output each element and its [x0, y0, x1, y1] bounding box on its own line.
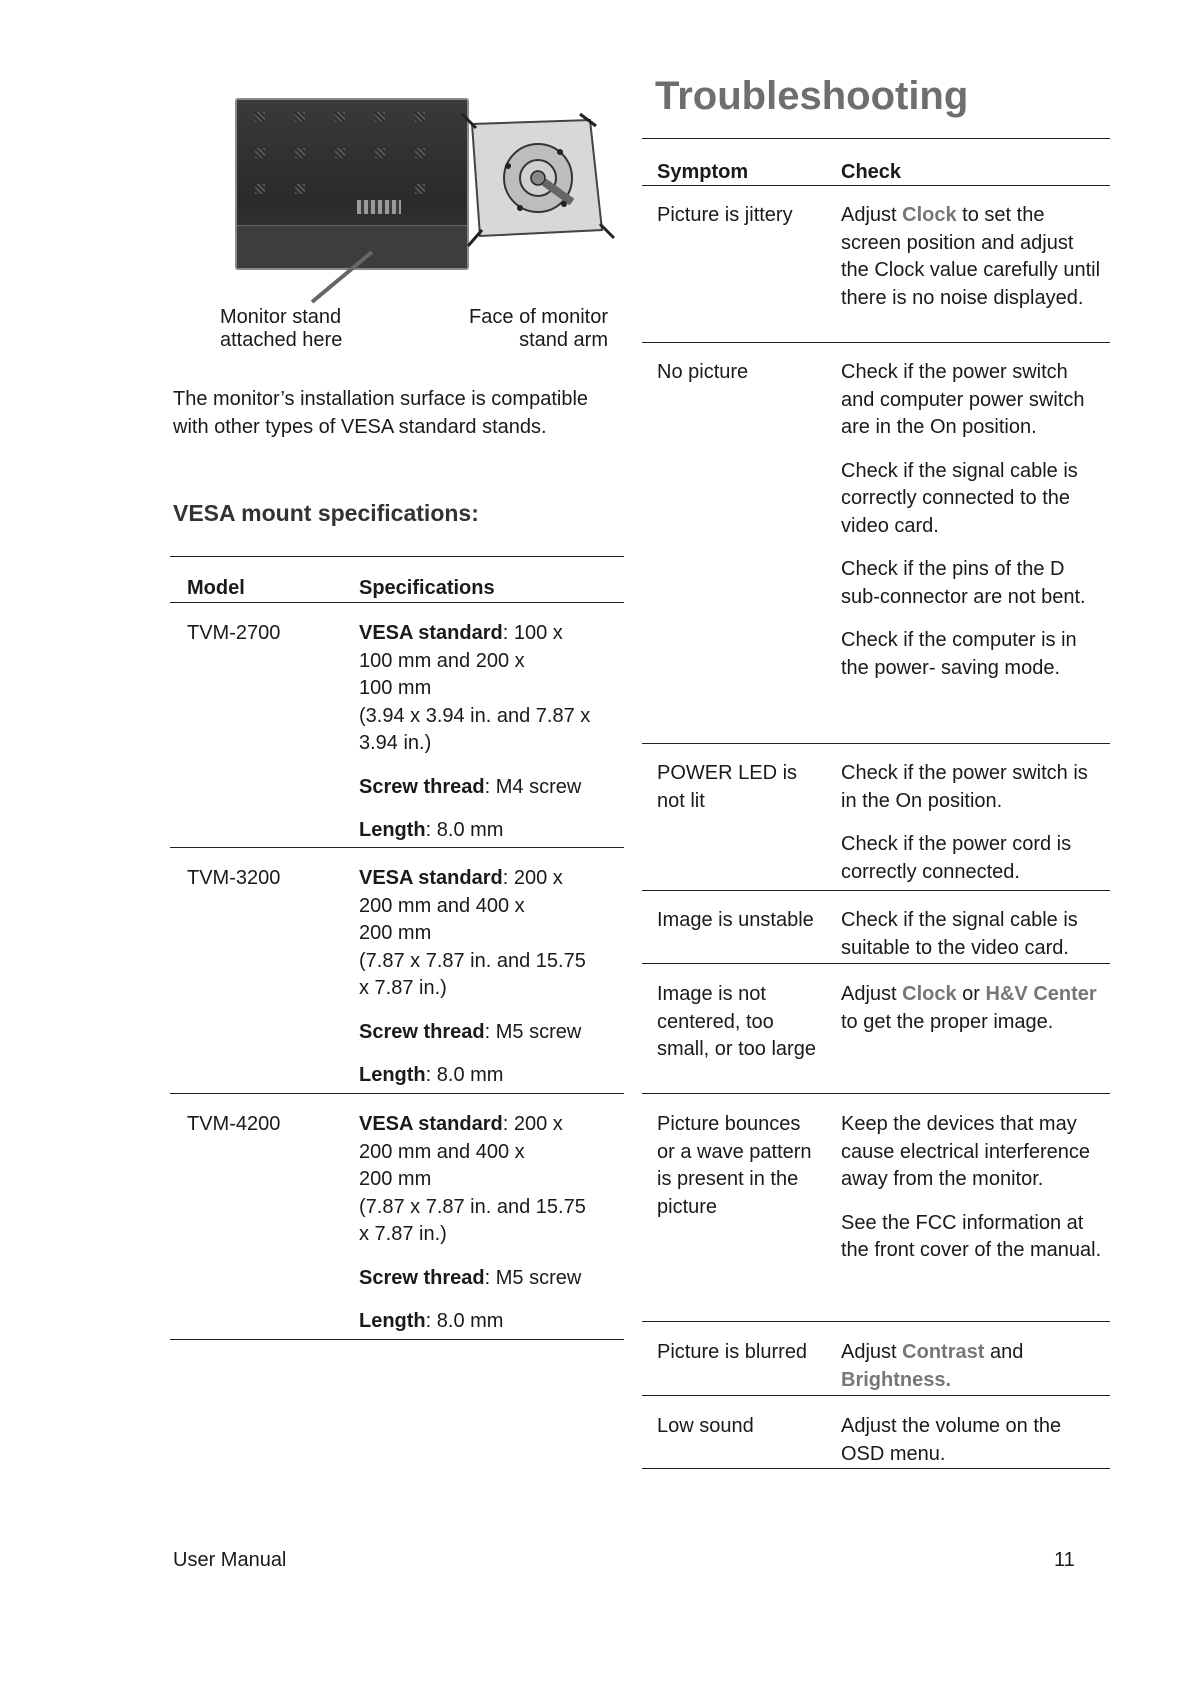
ts-check-text: to set the screen position and adjust the Clock value carefully until there is no noise displayed.: [841, 204, 1101, 309]
ts-check-text: Adjust: [841, 1341, 903, 1363]
vesa-col-model: Model: [187, 577, 245, 599]
stand-arm-plate-image: [460, 112, 620, 252]
ts-check-text: Check if the power switch and computer power switch are in the On position.: [841, 361, 1085, 438]
vesa-spec-cell: [359, 865, 624, 1090]
vesa-standard-value: : 200 x: [502, 1113, 563, 1135]
ts-symptom: Low sound: [657, 1415, 754, 1437]
ts-setting-name: H&V Center: [985, 983, 1097, 1005]
table-rule: [170, 847, 624, 848]
ts-check-paragraph: [841, 1111, 1103, 1194]
spec-line: 100 mm and 200 x: [359, 649, 525, 672]
table-rule: [642, 1321, 1110, 1322]
spec-line: 3.94 in.): [359, 732, 432, 754]
caption-monitor-stand: [220, 306, 342, 352]
ts-check-text: Check if the signal cable is suitable to the video card.: [841, 909, 1078, 959]
table-rule: [170, 1339, 624, 1340]
ts-check-paragraph: [841, 907, 1103, 962]
ts-setting-name: Brightness.: [841, 1368, 952, 1391]
ts-check-text: and: [984, 1341, 1024, 1363]
screw-thread-label: Screw thread: [359, 775, 485, 798]
ts-check-paragraph: [841, 981, 1103, 1036]
ts-setting-name: Clock: [902, 204, 957, 226]
vesa-standard-label: VESA standard: [359, 867, 503, 889]
length-label: Length: [359, 819, 426, 841]
ts-symptom: No picture: [657, 361, 749, 383]
ts-check-paragraph: [841, 458, 1103, 541]
table-rule: [642, 138, 1110, 139]
caption-line: stand arm: [519, 329, 608, 351]
screw-thread-value: : M4 screw: [484, 775, 582, 798]
spec-line: 200 mm and 400 x: [359, 1140, 525, 1163]
ts-symptom: Image is unstable: [657, 909, 814, 931]
footer-title: User Manual: [173, 1549, 287, 1571]
ts-check-paragraph: [841, 556, 1103, 611]
spec-line: 200 mm: [359, 1168, 432, 1190]
ts-check-text: to get the proper image.: [841, 1010, 1054, 1033]
ts-symptom: Picture is blurred: [657, 1341, 808, 1363]
caption-line: attached here: [220, 329, 343, 351]
ts-check-cell: [841, 1413, 1103, 1468]
ts-setting-name: Clock: [902, 983, 957, 1005]
troubleshooting-title: Troubleshooting: [655, 74, 969, 118]
ts-check-text: See the FCC information at the front cover of the manual.: [841, 1211, 1102, 1261]
table-rule: [170, 602, 624, 603]
ts-check-text: Check if the power switch is in the On position.: [841, 762, 1088, 812]
ts-check-text: Adjust: [841, 983, 903, 1005]
ts-check-text: Keep the devices that may cause electrical interference away from the monitor.: [841, 1113, 1091, 1190]
ts-check-paragraph: [841, 1210, 1103, 1265]
ts-symptom: Picture bounces or a wave pattern is present in the picture: [657, 1113, 812, 1218]
caption-line: Monitor stand: [220, 306, 342, 328]
spec-line: x 7.87 in.): [359, 977, 447, 999]
length-label: Length: [359, 1310, 426, 1332]
spec-line: 100 mm: [359, 677, 432, 699]
ts-check-text: Adjust: [841, 204, 903, 226]
ts-symptom: Image is not centered, too small, or too large: [657, 983, 816, 1060]
table-rule: [642, 743, 1110, 744]
ts-check-text: Check if the signal cable is correctly connected to the video card.: [841, 459, 1078, 537]
spec-line: 200 mm and 400 x: [359, 894, 525, 917]
ts-check-cell: [841, 359, 1103, 682]
ts-check-text: Check if the pins of the D sub-connector are not bent.: [841, 558, 1086, 608]
spec-line: (7.87 x 7.87 in. and 15.75: [359, 1195, 586, 1218]
length-value: : 8.0 mm: [425, 1064, 504, 1086]
length-label: Length: [359, 1064, 426, 1086]
caption-stand-arm: [400, 306, 608, 352]
vesa-model: TVM-2700: [187, 622, 281, 644]
screw-thread-label: Screw thread: [359, 1266, 485, 1289]
vesa-spec-cell: [359, 620, 624, 845]
ts-check-paragraph: [841, 359, 1103, 442]
ts-check-paragraph: [841, 831, 1103, 886]
page-number: 11: [1054, 1549, 1075, 1571]
ts-check-cell: [841, 907, 1103, 962]
ts-check-paragraph: [841, 1339, 1103, 1394]
ts-symptom: Picture is jittery: [657, 204, 793, 226]
ts-setting-name: Contrast: [902, 1341, 985, 1363]
ts-check-paragraph: [841, 1413, 1103, 1468]
table-rule: [642, 342, 1110, 343]
vesa-spec-cell: [359, 1111, 624, 1336]
table-rule: [642, 963, 1110, 964]
pointer-line: [300, 240, 390, 310]
vesa-standard-label: VESA standard: [359, 622, 503, 644]
ts-check-paragraph: [841, 760, 1103, 815]
spec-line: (7.87 x 7.87 in. and 15.75: [359, 949, 586, 972]
vesa-model: TVM-3200: [187, 867, 281, 889]
vesa-model: TVM-4200: [187, 1113, 281, 1135]
ts-check-paragraph: [841, 202, 1103, 312]
ts-check-cell: [841, 202, 1103, 312]
length-value: : 8.0 mm: [425, 1310, 504, 1332]
ts-check-cell: [841, 1111, 1103, 1265]
table-rule: [642, 1468, 1110, 1469]
vesa-heading: VESA mount specifications:: [173, 500, 479, 526]
table-rule: [642, 1093, 1110, 1094]
screw-thread-value: : M5 screw: [484, 1266, 582, 1289]
table-rule: [170, 556, 624, 557]
ts-check-cell: [841, 981, 1103, 1036]
ts-col-symptom: Symptom: [657, 161, 749, 183]
spec-line: 200 mm: [359, 922, 432, 944]
spec-line: x 7.87 in.): [359, 1223, 447, 1245]
spec-line: (3.94 x 3.94 in. and 7.87 x: [359, 704, 591, 727]
length-value: : 8.0 mm: [425, 819, 504, 841]
ts-symptom: POWER LED is not lit: [657, 762, 798, 812]
ts-col-check: Check: [841, 161, 902, 183]
vesa-standard-value: : 100 x: [502, 622, 563, 644]
caption-line: Face of monitor: [469, 306, 608, 328]
table-rule: [642, 890, 1110, 891]
table-rule: [642, 1395, 1110, 1396]
vesa-standard-label: VESA standard: [359, 1113, 503, 1135]
vesa-standard-value: : 200 x: [502, 867, 563, 889]
table-rule: [642, 185, 1110, 186]
ts-check-text: Check if the power cord is correctly connected.: [841, 833, 1072, 883]
ts-check-cell: [841, 760, 1103, 886]
ts-check-text: Adjust the volume on the OSD menu.: [841, 1415, 1062, 1465]
ts-check-paragraph: [841, 627, 1103, 682]
vesa-col-specs: Specifications: [359, 577, 495, 599]
ts-check-text: or: [956, 983, 986, 1005]
ts-check-cell: [841, 1339, 1103, 1394]
table-rule: [170, 1093, 624, 1094]
ts-check-text: Check if the computer is in the power- saving mode.: [841, 629, 1077, 679]
intro-paragraph: The monitor’s installation surface is compatible with other types of VESA standard stands.: [173, 388, 589, 438]
screw-thread-label: Screw thread: [359, 1020, 485, 1043]
screw-thread-value: : M5 screw: [484, 1020, 582, 1043]
